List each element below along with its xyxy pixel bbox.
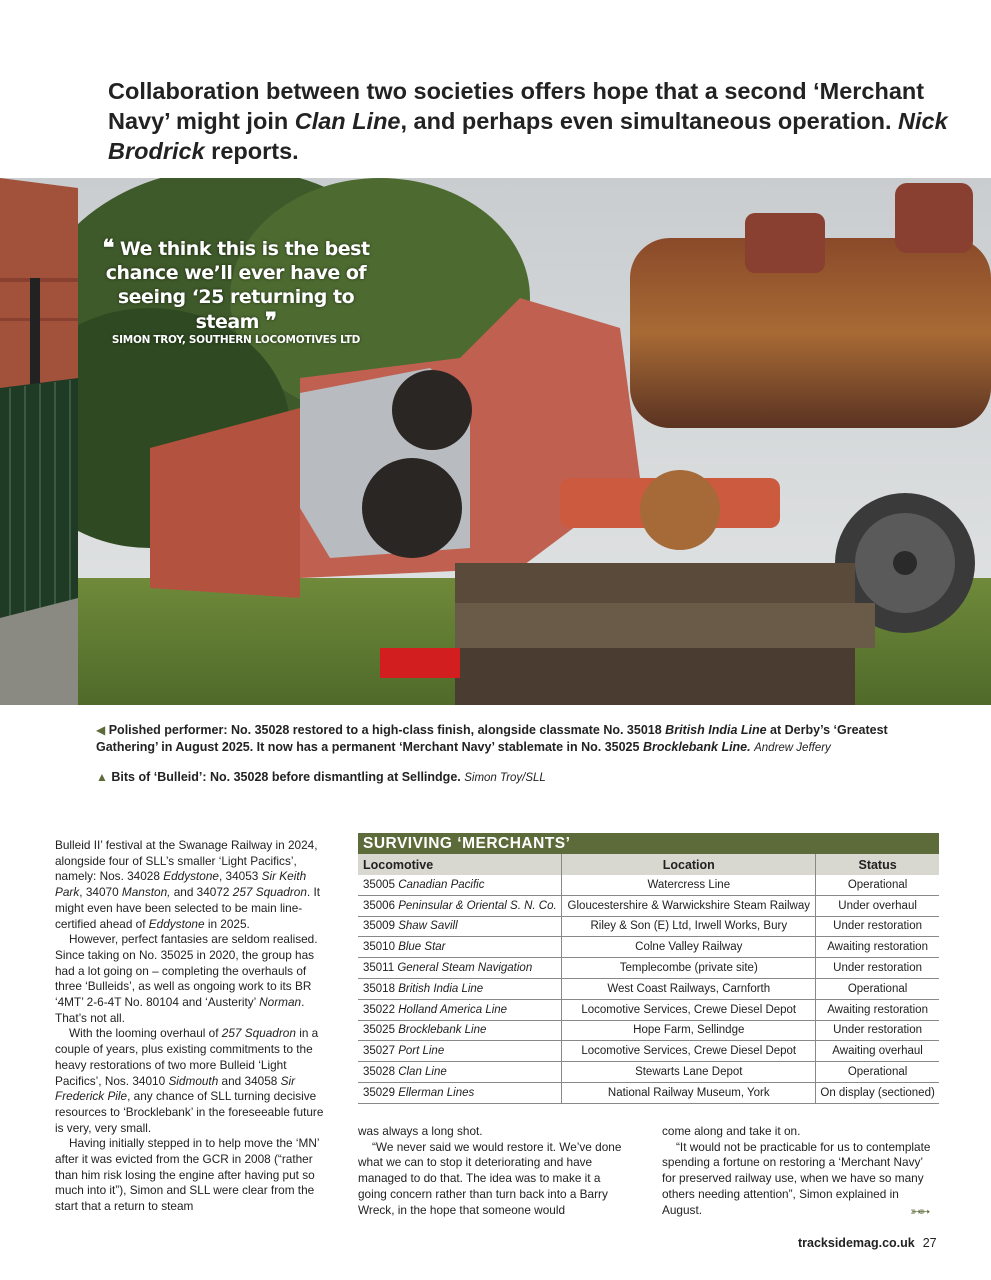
pull-quote bbox=[90, 236, 382, 347]
locomotive-number: 35009 bbox=[363, 920, 395, 933]
locomotive-number: 35027 bbox=[363, 1045, 395, 1058]
paragraph: Bulleid II’ festival at the Swanage Railway in 2024, alongside four of SLL’s smaller ‘Light Pacifics’, namely: Nos. 34028 Eddystone, 34053 Sir Keith Park, 34070 Manston, and 34072 257 Squadron. It might even have been selected to be main line-certified ahead of Eddystone in 2025. bbox=[55, 838, 321, 931]
location-cell: Riley & Son (E) Ltd, Irwell Works, Bury bbox=[562, 916, 816, 937]
status-cell: Under restoration bbox=[816, 1020, 939, 1041]
body-column-3 bbox=[662, 1124, 938, 1218]
photo-credit: Simon Troy/SLL bbox=[464, 772, 546, 784]
table-row bbox=[358, 1062, 939, 1083]
locomotive-name: Ellerman Lines bbox=[398, 1086, 475, 1099]
paragraph: “We never said we would restore it. We’ve done what we can to stop it deteriorating and have managed to do that. The idea was to make it a going concern rather than turn back into a Barry Wreck, in the hope that someone would bbox=[358, 1139, 622, 1217]
paragraph: However, perfect fantasies are seldom realised. Since taking on No. 35025 in 2020, the group has had a lot going on – completing the overhauls of three ‘Bulleids’, as well as ongoing work to its BR ‘4MT’ 2-6-4T No. 80104 and ‘Austerity’ Norman. That’s not all. bbox=[55, 932, 318, 1025]
close-quote-icon: ❞ bbox=[265, 308, 277, 334]
locomotive-name: Canadian Pacific bbox=[398, 878, 485, 891]
locomotive-number: 35010 bbox=[363, 941, 395, 954]
table-title: SURVIVING ‘MERCHANTS’ bbox=[358, 833, 939, 854]
locomotive-cell bbox=[358, 1020, 562, 1041]
standfirst-text: Collaboration between two societies offers hope that a second ‘Merchant Navy’ might join bbox=[108, 78, 925, 134]
location-cell: National Railway Museum, York bbox=[562, 1082, 816, 1103]
table-row bbox=[358, 895, 939, 916]
location-cell: Colne Valley Railway bbox=[562, 937, 816, 958]
locomotive-name: Brocklebank Line bbox=[398, 1024, 487, 1037]
location-cell: Hope Farm, Sellindge bbox=[562, 1020, 816, 1041]
location-cell: West Coast Railways, Carnforth bbox=[562, 978, 816, 999]
status-cell: Awaiting overhaul bbox=[816, 1041, 939, 1062]
caption-text: Polished performer: No. 35028 restored to a high-class finish, alongside classmate No. 35018 bbox=[108, 723, 666, 737]
table-row bbox=[358, 978, 939, 999]
data-table bbox=[358, 854, 939, 1104]
status-cell: Operational bbox=[816, 978, 939, 999]
location-cell: Watercress Line bbox=[562, 875, 816, 895]
locomotive-cell bbox=[358, 1062, 562, 1083]
locomotive-name: General Steam Navigation bbox=[397, 962, 533, 975]
table-row bbox=[358, 1020, 939, 1041]
status-cell: Awaiting restoration bbox=[816, 999, 939, 1020]
locomotive-cell bbox=[358, 895, 562, 916]
caption-1 bbox=[96, 722, 926, 757]
table-row bbox=[358, 958, 939, 979]
locomotive-number: 35005 bbox=[363, 878, 395, 891]
table-header-row bbox=[358, 854, 939, 875]
caption-text: Bits of ‘Bulleid’: No. 35028 before dismantling at Sellindge. bbox=[111, 770, 461, 784]
surviving-merchants-table bbox=[358, 833, 939, 1104]
paragraph: With the looming overhaul of 257 Squadron in a couple of years, plus existing commitments to the heavy restorations of two more Bulleid ‘Light Pacifics’, Nos. 34010 Sidmouth and 34058 Sir Frederick Pile, any chance of SLL turning decisive resources to ‘Brocklebank’ in the foreseeable future is very, very small. bbox=[55, 1026, 324, 1135]
locomotive-name: Holland America Line bbox=[398, 1003, 508, 1016]
table-row bbox=[358, 875, 939, 895]
byline: Nick Brodrick bbox=[108, 108, 948, 164]
locomotive-name: Blue Star bbox=[398, 941, 446, 954]
body-column-2 bbox=[358, 1124, 630, 1218]
standfirst bbox=[108, 76, 958, 166]
paragraph: Having initially stepped in to help move the ‘MN’ after it was evicted from the GCR in 2008 (“rather than him risk losing the engine after having put so much into it”), Simon and SLL were clear from the start that a return to steam bbox=[55, 1136, 320, 1214]
locomotive-number: 35025 bbox=[363, 1024, 395, 1037]
locomotive-number: 35006 bbox=[363, 899, 395, 912]
left-arrow-icon: ◀ bbox=[96, 723, 106, 737]
locomotive-name: Port Line bbox=[398, 1045, 445, 1058]
locomotive-cell bbox=[358, 875, 562, 895]
column-header-status: Status bbox=[816, 854, 939, 875]
caption-text: at Derby’s ‘Greatest Gathering’ in August 2025. It now has a permanent ‘Merchant Navy’ stablemate in No. 35025 bbox=[96, 723, 888, 754]
locomotive-cell bbox=[358, 1082, 562, 1103]
table-row bbox=[358, 937, 939, 958]
location-cell: Templecombe (private site) bbox=[562, 958, 816, 979]
locomotive-number: 35022 bbox=[363, 1003, 395, 1016]
standfirst-locomotive-name: Clan Line bbox=[294, 108, 401, 134]
status-cell: Awaiting restoration bbox=[816, 937, 939, 958]
photo-credit: Andrew Jeffery bbox=[754, 742, 831, 754]
table-row bbox=[358, 1041, 939, 1062]
table-row bbox=[358, 1082, 939, 1103]
locomotive-name: Clan Line bbox=[398, 1066, 447, 1079]
body-column-1 bbox=[55, 838, 331, 1215]
locomotive-number: 35018 bbox=[363, 982, 395, 995]
location-cell: Stewarts Lane Depot bbox=[562, 1062, 816, 1083]
locomotive-name: Shaw Savill bbox=[398, 920, 458, 933]
open-quote-icon: ❝ bbox=[102, 235, 114, 261]
paragraph: come along and take it on. bbox=[662, 1124, 801, 1138]
locomotive-cell bbox=[358, 999, 562, 1020]
status-cell: Operational bbox=[816, 1062, 939, 1083]
locomotive-number: 35011 bbox=[363, 962, 395, 975]
status-cell: Under overhaul bbox=[816, 895, 939, 916]
locomotive-name: British India Line bbox=[398, 982, 484, 995]
locomotive-cell bbox=[358, 937, 562, 958]
page-footer bbox=[798, 1236, 937, 1250]
locomotive-number: 35028 bbox=[363, 1066, 395, 1079]
locomotive-number: 35029 bbox=[363, 1086, 395, 1099]
website-url: tracksidemag.co.uk bbox=[798, 1236, 915, 1250]
up-arrow-icon: ▲ bbox=[96, 770, 108, 784]
table-row bbox=[358, 916, 939, 937]
status-cell: Under restoration bbox=[816, 916, 939, 937]
caption-locomotive-name: British India Line bbox=[665, 723, 767, 737]
location-cell: Gloucestershire & Warwickshire Steam Railway bbox=[562, 895, 816, 916]
standfirst-text: reports. bbox=[204, 138, 299, 164]
standfirst-text: , and perhaps even simultaneous operation. bbox=[400, 108, 899, 134]
column-header-location: Location bbox=[562, 854, 816, 875]
continue-arrow-icon: ➳➳ bbox=[910, 1203, 928, 1219]
paragraph: was always a long shot. bbox=[358, 1124, 483, 1138]
locomotive-name: Peninsular & Oriental S. N. Co. bbox=[398, 899, 557, 912]
status-cell: Under restoration bbox=[816, 958, 939, 979]
location-cell: Locomotive Services, Crewe Diesel Depot bbox=[562, 999, 816, 1020]
locomotive-cell bbox=[358, 958, 562, 979]
locomotive-cell bbox=[358, 1041, 562, 1062]
location-cell: Locomotive Services, Crewe Diesel Depot bbox=[562, 1041, 816, 1062]
page-number: 27 bbox=[922, 1236, 937, 1250]
caption-locomotive-name: Brocklebank Line. bbox=[642, 740, 751, 754]
caption-2 bbox=[96, 769, 926, 787]
table-row bbox=[358, 999, 939, 1020]
status-cell: On display (sectioned) bbox=[816, 1082, 939, 1103]
pull-quote-text: We think this is the best chance we’ll ever have of seeing ‘25 returning to steam bbox=[105, 238, 370, 333]
column-header-locomotive: Locomotive bbox=[358, 854, 562, 875]
pull-quote-attribution: SIMON TROY, SOUTHERN LOCOMOTIVES LTD bbox=[111, 334, 361, 346]
status-cell: Operational bbox=[816, 875, 939, 895]
locomotive-cell bbox=[358, 978, 562, 999]
paragraph: “It would not be practicable for us to contemplate spending a fortune on restoring a ‘Merchant Navy’ for preserved railway use, when we have so many others needing attention”, Simon explained in August. bbox=[662, 1139, 931, 1217]
locomotive-cell bbox=[358, 916, 562, 937]
captions bbox=[96, 722, 926, 787]
